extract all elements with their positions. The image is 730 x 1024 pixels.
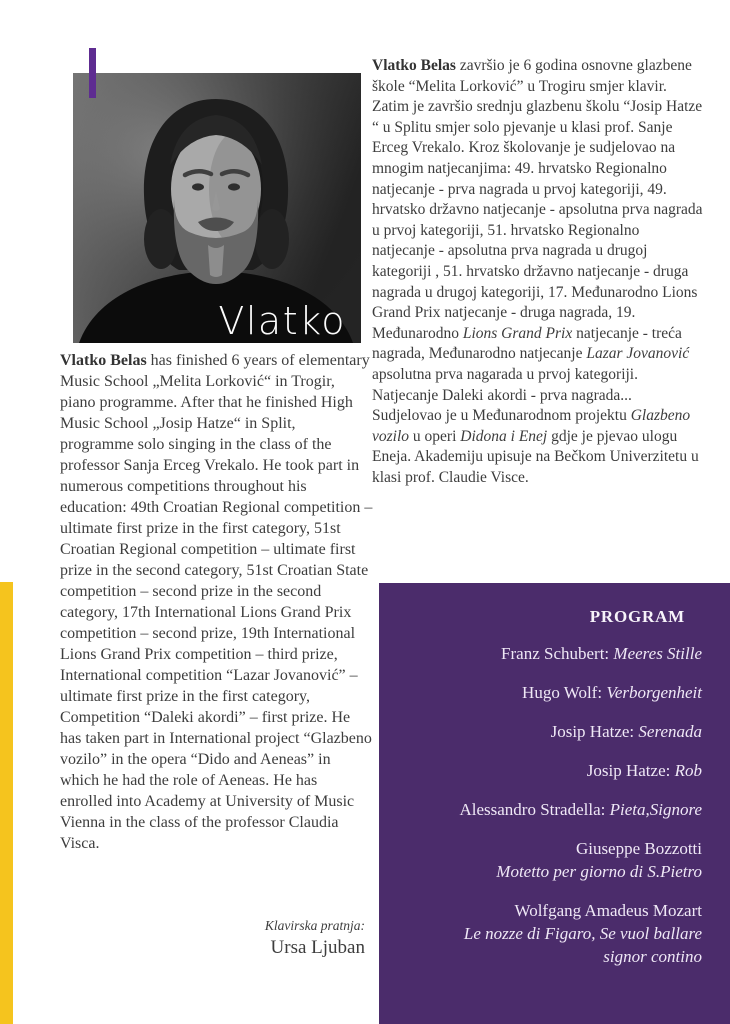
bio-croatian: Vlatko Belas završio je 6 godina osnovne glazbene škole “Melita Lorković” u Trogiru smjer klavir. Zatim je završio srednju glazbenu školu “Josip Hatze “ u Splitu smjer solo pjevanje u klasi prof. Sanje Erceg Vrekalo. Kroz školovanje je sudjelovao na mnogim natjecanjima: 49. hrvatsko Regionalno natjecanje - prva nagrada u prvoj kategoriji, 49. hrvatsko državno natjecanje - apsolutna prva nagrada u prvoj kategoriji, 51. hrvatsko Regionalno natjecanje - apsolutna prva nagrada u drugoj kategoriji , 51. hrvatsko državno natjecanje - druga nagrada u drugoj kategoriji, 17. Međunarodno Lions Grand Prix natjecanje - druga nagrada, 19. Međunarodno Lions Grand Prix natjecanje - treća nagrada, Međunarodno natjecanje Lazar Jovanović apsolutna prva nagarada u prvoj kategoriji. Natjecanje Daleki akordi - prva nagrada... Sudjelovao je u Međunarodnom projektu Glazbeno vozilo u operi Didona i Enej gdje je pjevao ulogu Eneja. Akademiju upisuje na Bečkom Univerzitetu u klasi prof. Claudie Visce. xyxy=(372,57,703,486)
program-item: Josip Hatze: Rob xyxy=(586,761,702,780)
bio-english: Vlatko Belas has finished 6 years of elementary Music School „Melita Lorković“ in Trogir, piano programme. After that he finished High Music School „Josip Hatze“ in Split, programme solo singing in the class of the professor Sanja Erceg Vrekalo. He took part in numerous competitions throughout his education: 49th Croatian Regional competition – ultimate first prize in the first category, 51st Croatian Regional competition – ultimate first prize in the second category, 51st Croatian State competition – second prize in the second category, 17th International Lions Grand Prix competition – second prize, 19th International Lions Grand Prix competition – third prize, International competition “Lazar Jovanović” – ultimate first prize in the first category, Competition “Daleki akordi” – first prize. He has taken part in International project “Glazbeno vozilo” in the opera “Dido and Aeneas” in which he had the role of Aeneas. He has enrolled into Academy at University of Music Vienna in the class of the professor Claudia Visca. xyxy=(60,352,373,852)
portrait-photo xyxy=(73,73,361,343)
yellow-edge-bar xyxy=(0,582,13,1024)
program-item: Wolfgang Amadeus Mozart Le nozze di Figaro, Se vuol ballare signor contino xyxy=(463,901,702,966)
photo-name-overlay: Vlatko xyxy=(218,299,346,343)
program-item: Hugo Wolf: Verborgenheit xyxy=(522,683,702,702)
accompanist-credit xyxy=(60,917,365,961)
accompanist-name: Ursa Ljuban xyxy=(270,937,365,958)
program-list xyxy=(397,642,702,968)
left-eye xyxy=(192,183,204,190)
beard-highlight xyxy=(208,245,224,277)
program-item: Franz Schubert: Meeres Stille xyxy=(501,644,702,663)
hair-left-curl xyxy=(144,209,178,269)
program-box xyxy=(379,583,730,1024)
program-item: Giuseppe Bozzotti Motetto per giorno di S.Pietro xyxy=(496,839,702,881)
hair-right-curl xyxy=(255,209,289,269)
right-eye xyxy=(228,183,240,190)
accent-tick xyxy=(89,48,96,98)
accompanist-label: Klavirska pratnja: xyxy=(264,918,365,933)
program-item: Alessandro Stradella: Pieta,Signore xyxy=(459,800,702,819)
program-item: Josip Hatze: Serenada xyxy=(550,722,702,741)
portrait-photo-art xyxy=(73,73,361,343)
program-title: PROGRAM xyxy=(589,607,685,626)
